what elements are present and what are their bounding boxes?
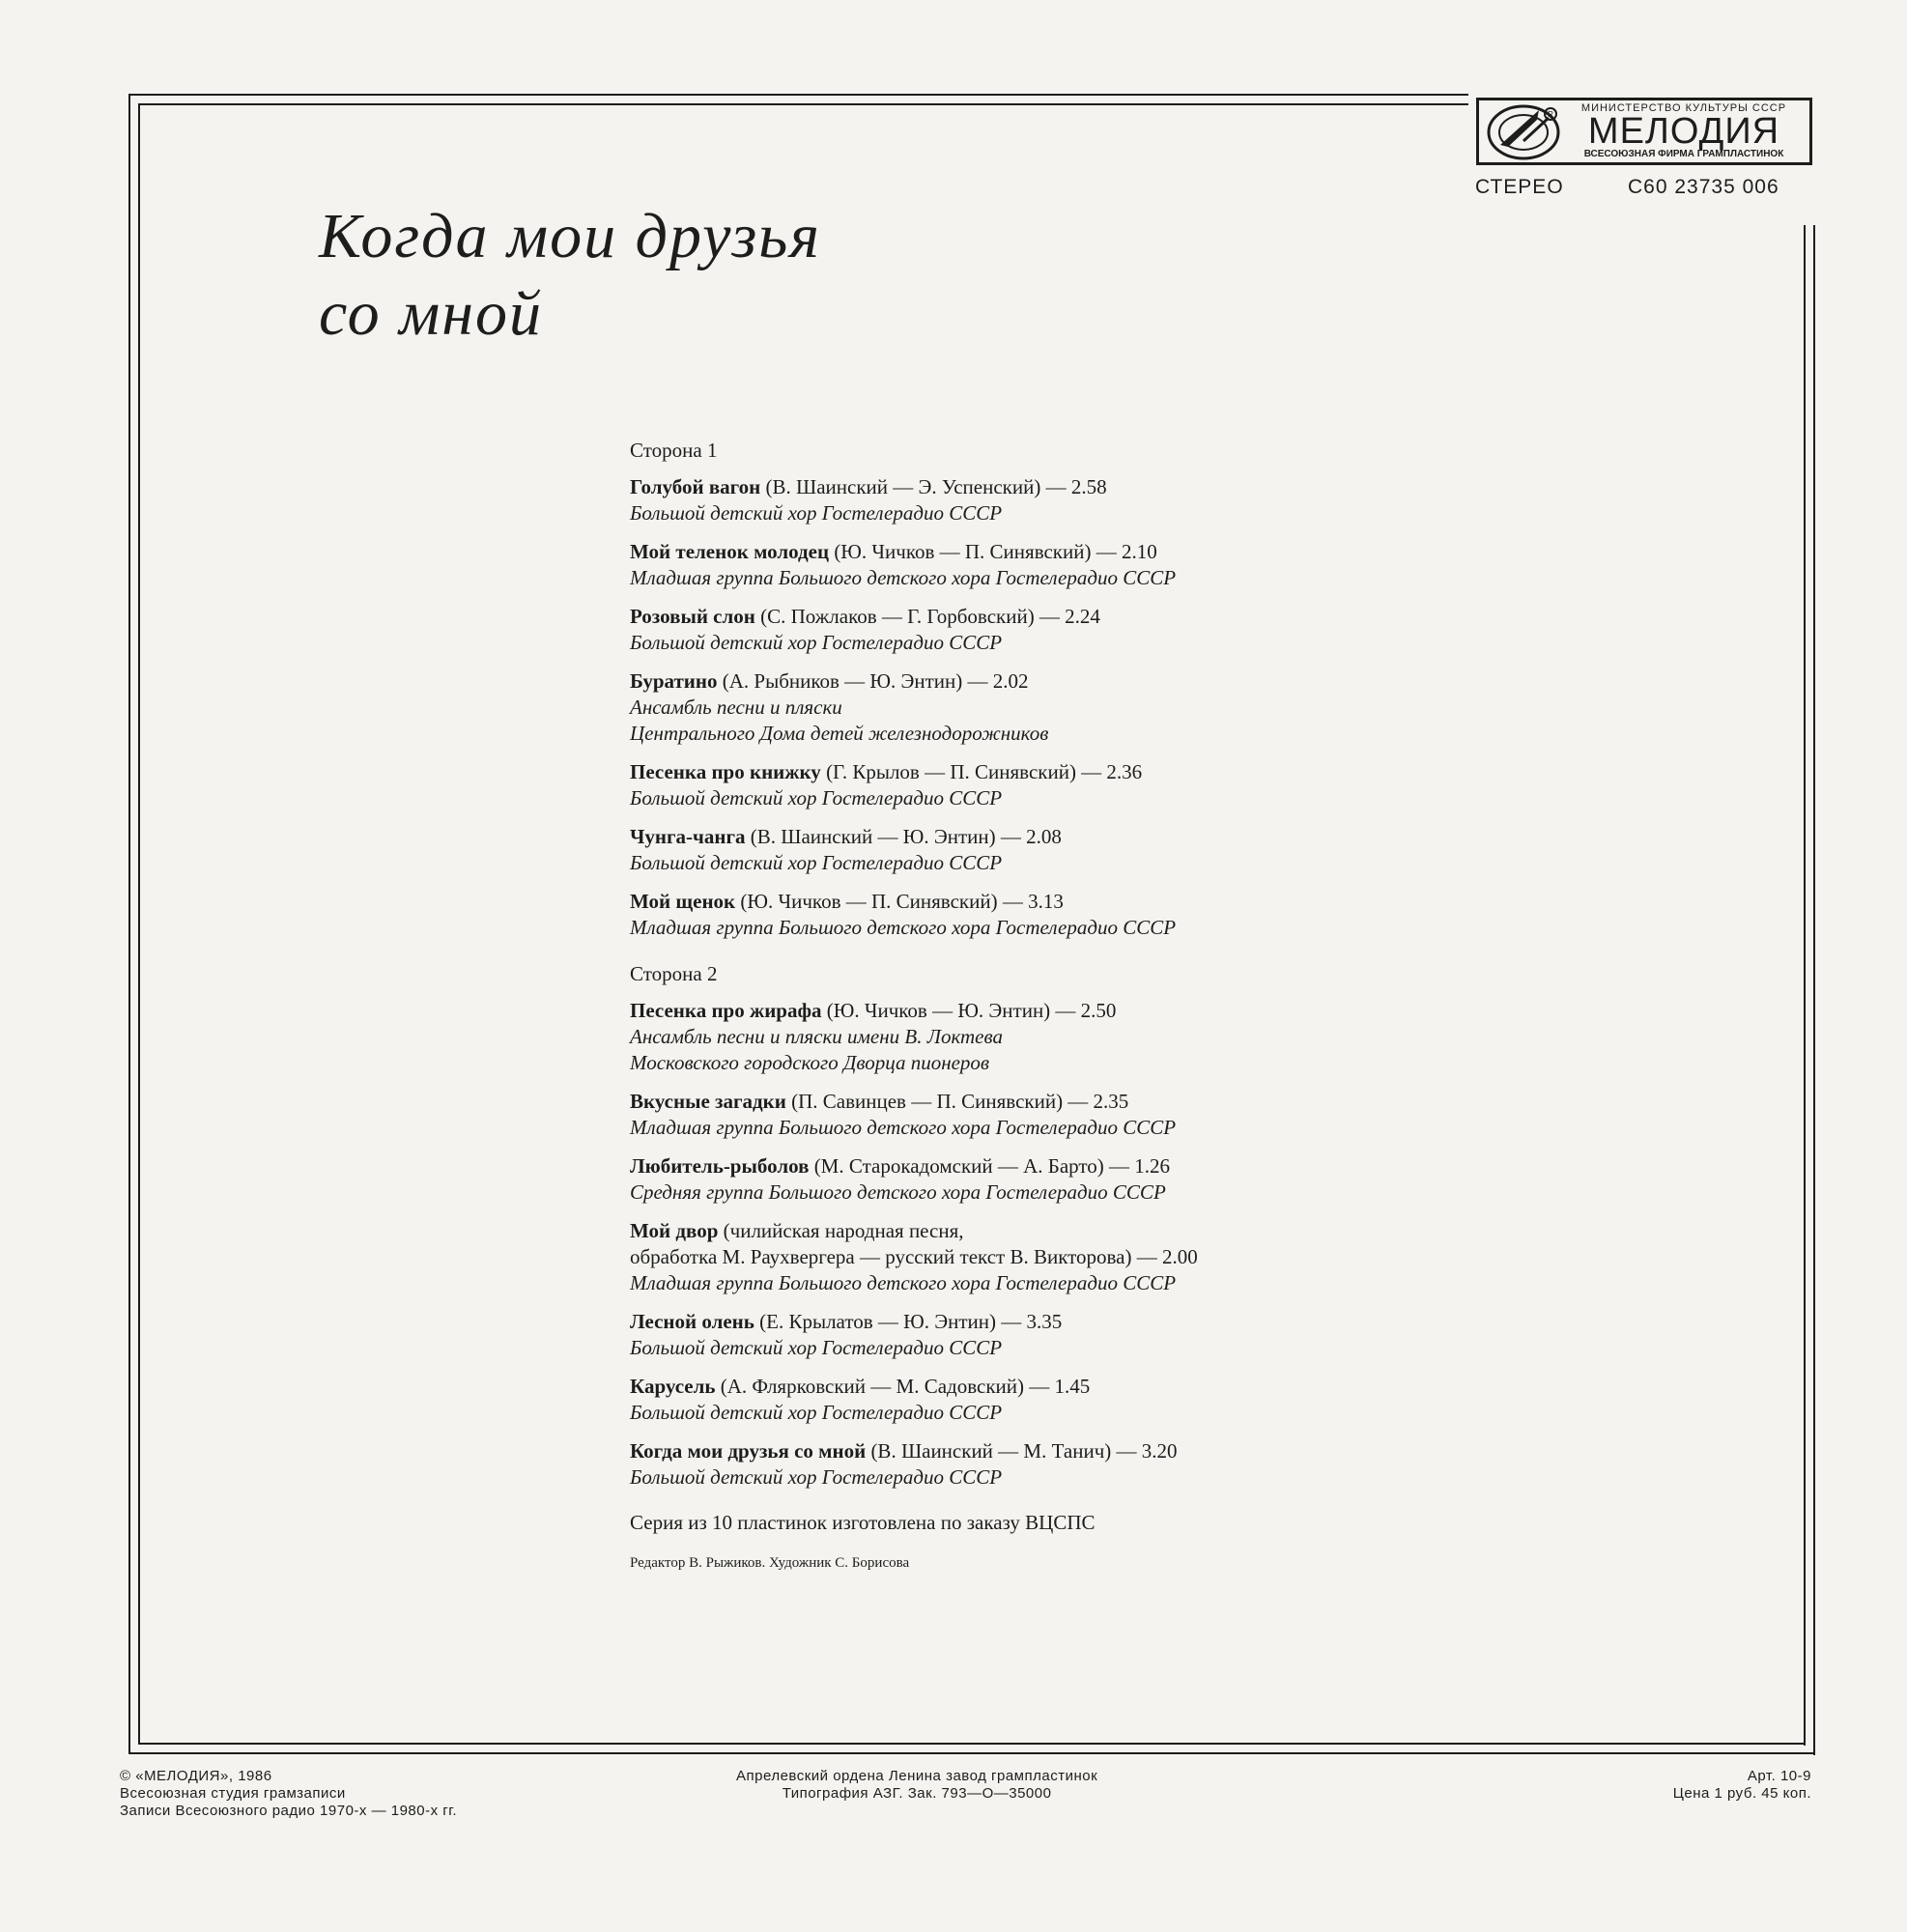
- track-performer: Младшая группа Большого детского хора Гостелерадио СССР: [630, 566, 1177, 589]
- track-authors: (П. Савинцев — П. Синявский) — 2.35: [791, 1090, 1129, 1113]
- track: [630, 1309, 1383, 1361]
- track-performer: Большой детский хор Гостелерадио СССР: [630, 786, 1003, 810]
- track-authors: (В. Шаинский — Э. Успенский) — 2.58: [765, 475, 1107, 498]
- track-authors: (А. Рыбников — Ю. Энтин) — 2.02: [722, 669, 1029, 693]
- track: [630, 1438, 1383, 1491]
- track-title: Вкусные загадки: [630, 1090, 786, 1113]
- track-authors: (В. Шаинский — М. Танич) — 3.20: [870, 1439, 1178, 1463]
- track-title: Любитель-рыболов: [630, 1154, 810, 1178]
- footer-copyright: [120, 1768, 457, 1820]
- track-title: Буратино: [630, 669, 718, 693]
- track-authors: (В. Шаинский — Ю. Энтин) — 2.08: [750, 825, 1062, 848]
- track-authors: (Ю. Чичков — Ю. Энтин) — 2.50: [826, 999, 1117, 1022]
- label-name: МЕЛОДИЯ: [1587, 111, 1780, 152]
- track-authors: (Ю. Чичков — П. Синявский) — 3.13: [740, 890, 1064, 913]
- track-performer: Большой детский хор Гостелерадио СССР: [630, 1465, 1003, 1489]
- track-authors: (С. Пожлаков — Г. Горбовский) — 2.24: [760, 605, 1100, 628]
- track: [630, 1218, 1383, 1296]
- tracklist: [630, 438, 1383, 1577]
- album-title: [319, 198, 821, 353]
- melodiya-logo: [1476, 98, 1812, 165]
- track-title: Карусель: [630, 1375, 716, 1398]
- track-title: Мой щенок: [630, 890, 736, 913]
- track-authors: (Ю. Чичков — П. Синявский) — 2.10: [834, 540, 1157, 563]
- track-title: Чунга-чанга: [630, 825, 746, 848]
- track-title: Когда мои друзья со мной: [630, 1439, 867, 1463]
- track-authors-cont: обработка М. Раухвергера — русский текст В. Викторова) — 2.00: [630, 1245, 1198, 1268]
- track-performer: Большой детский хор Гостелерадио СССР: [630, 851, 1003, 874]
- side-heading: Сторона 2: [630, 962, 718, 985]
- track-performer: Большой детский хор Гостелерадио СССР: [630, 631, 1003, 654]
- track-authors: (чилийская народная песня,: [723, 1219, 964, 1242]
- track-performer: Младшая группа Большого детского хора Гостелерадио СССР: [630, 1271, 1177, 1294]
- track-title: Розовый слон: [630, 605, 755, 628]
- track: [630, 1089, 1383, 1141]
- track-performer: Средняя группа Большого детского хора Гостелерадио СССР: [630, 1180, 1166, 1204]
- track: [630, 759, 1383, 811]
- track-performer: Большой детский хор Гостелерадио СССР: [630, 1401, 1003, 1424]
- border-right-inner: [1804, 225, 1806, 1746]
- track: [630, 539, 1383, 591]
- track-performer: Большой детский хор Гостелерадио СССР: [630, 1336, 1003, 1359]
- track-title: Песенка про жирафа: [630, 999, 822, 1022]
- track-performer: Ансамбль песни и пляски имени В. Локтева: [630, 1025, 1003, 1048]
- track: [630, 604, 1383, 656]
- stereo-mark: СТЕРЕО: [1475, 176, 1564, 198]
- series-note: Серия из 10 пластинок изготовлена по заказу ВЦСПС: [630, 1511, 1096, 1534]
- label-company: ВСЕСОЮЗНАЯ ФИРМА ГРАМПЛАСТИНОК: [1583, 149, 1784, 159]
- track-performer: Московского городского Дворца пионеров: [630, 1051, 990, 1074]
- track-performer: Ансамбль песни и пляски: [630, 696, 842, 719]
- track: [630, 474, 1383, 526]
- track-title: Лесной олень: [630, 1310, 754, 1333]
- catalog-number: С60 23735 006: [1628, 176, 1779, 198]
- album-title-line-1: Когда мои друзья: [319, 201, 821, 271]
- track-title: Песенка про книжку: [630, 760, 821, 783]
- track: [630, 668, 1383, 747]
- track-authors: (Е. Крылатов — Ю. Энтин) — 3.35: [759, 1310, 1063, 1333]
- track-title: Мой двор: [630, 1219, 719, 1242]
- footer-price-line: Цена 1 руб. 45 коп.: [1672, 1785, 1811, 1802]
- track-authors: (Г. Крылов — П. Синявский) — 2.36: [826, 760, 1143, 783]
- track-title: Голубой вагон: [630, 475, 761, 498]
- track: [630, 824, 1383, 876]
- side-heading: Сторона 1: [630, 439, 718, 462]
- track-title: Мой теленок молодец: [630, 540, 830, 563]
- track: [630, 1153, 1383, 1206]
- footer-recordings-line: Записи Всесоюзного радио 1970-х — 1980-х гг.: [120, 1803, 458, 1819]
- credits: Редактор В. Рыжиков. Художник С. Борисова: [630, 1555, 910, 1571]
- track-performer: Центрального Дома детей железнодорожников: [630, 722, 1049, 745]
- track-performer: Младшая группа Большого детского хора Гостелерадио СССР: [630, 1116, 1177, 1139]
- border-right-outer: [1813, 225, 1815, 1755]
- track-performer: Большой детский хор Гостелерадио СССР: [630, 501, 1003, 525]
- track: [630, 1374, 1383, 1426]
- footer-article: Арт. 10-9: [1747, 1768, 1811, 1784]
- label-ministry: МИНИСТЕРСТВО КУЛЬТУРЫ СССР: [1580, 102, 1787, 114]
- record-note-icon: [1479, 100, 1564, 162]
- footer-plant-line: Апрелевский ордена Ленина завод грампластинок: [736, 1768, 1098, 1784]
- footer-price: [1623, 1768, 1811, 1803]
- track-authors: (М. Старокадомский — А. Барто) — 1.26: [813, 1154, 1171, 1178]
- footer-studio-line: Всесоюзная студия грамзаписи: [120, 1785, 346, 1802]
- album-title-line-2: со мной: [319, 278, 544, 349]
- svg-text:R: R: [1548, 110, 1553, 119]
- footer-copyright-line: © «МЕЛОДИЯ», 1986: [120, 1768, 272, 1784]
- track: [630, 889, 1383, 941]
- footer-manufacturer: [736, 1768, 1097, 1803]
- track-performer: Младшая группа Большого детского хора Гостелерадио СССР: [630, 916, 1177, 939]
- track-authors: (А. Флярковский — М. Садовский) — 1.45: [720, 1375, 1091, 1398]
- footer-printing-line: Типография АЗГ. Зак. 793—О—35000: [782, 1785, 1052, 1802]
- track: [630, 998, 1383, 1076]
